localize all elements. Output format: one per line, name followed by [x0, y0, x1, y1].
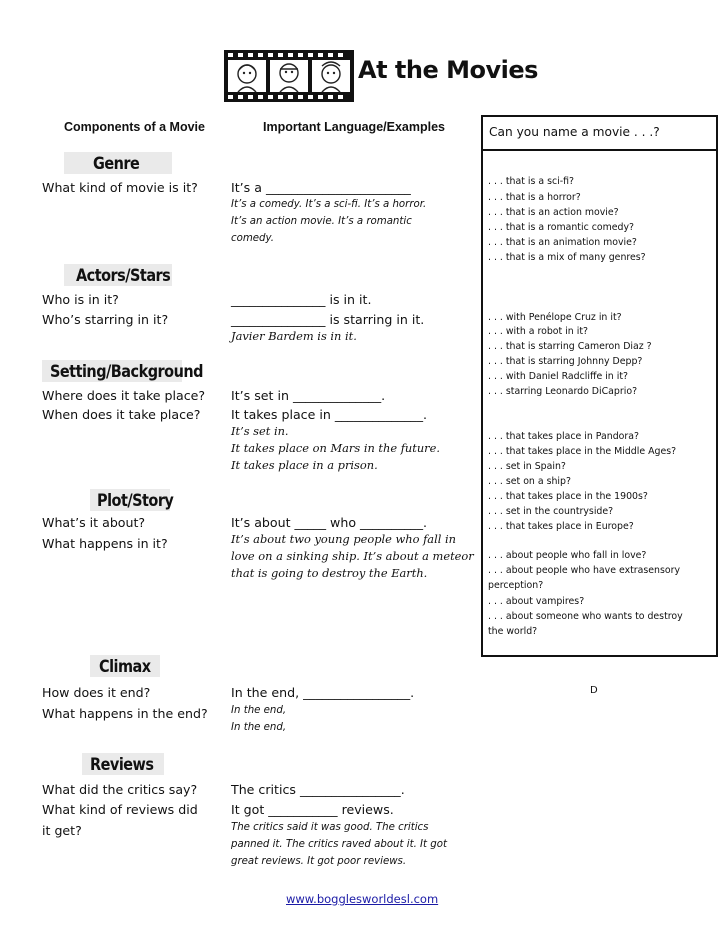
example-text: It’s set in.: [231, 424, 289, 438]
column-heading-components: Components of a Movie: [64, 120, 205, 134]
example-text: The critics said it was good. The critics: [231, 822, 429, 833]
language-line: _______________ is in it.: [231, 292, 372, 307]
question: What kind of movie is it?: [42, 180, 198, 195]
stray-letter: D: [590, 685, 598, 696]
section-heading-plot: Plot/Story: [97, 491, 174, 511]
box-header-text: Can you name a movie . . .?: [489, 125, 660, 139]
box-line: . . . that is an action movie?: [488, 207, 619, 218]
box-line: . . . about people who have extrasensory: [488, 565, 681, 576]
question: What happens in it?: [42, 536, 168, 551]
box-line: . . . set on a ship?: [488, 476, 571, 487]
box-line: . . . that is starring Johnny Depp?: [488, 356, 643, 367]
section-heading-genre: Genre: [93, 154, 140, 174]
question: it get?: [42, 823, 82, 838]
example-text: that is going to destroy the Earth.: [231, 566, 428, 580]
question: What happens in the end?: [42, 706, 208, 721]
box-line: . . . set in the countryside?: [488, 506, 614, 517]
box-line: . . . that takes place in Pandora?: [488, 431, 639, 442]
section-heading-actors: Actors/Stars: [76, 266, 171, 286]
box-line: perception?: [488, 580, 544, 591]
box-line: . . . starring Leonardo DiCaprio?: [488, 386, 638, 397]
page-title: At the Movies: [358, 56, 538, 84]
box-line: . . . that is an animation movie?: [488, 237, 637, 248]
box-line: . . . that is a horror?: [488, 192, 581, 203]
language-line: It takes place in ______________.: [231, 407, 427, 422]
section-heading-climax: Climax: [99, 657, 151, 677]
box-line: . . . about people who fall in love?: [488, 550, 647, 561]
example-text: It takes place on Mars in the future.: [231, 441, 440, 455]
box-line: . . . that takes place in the Middle Ages?: [488, 446, 677, 457]
box-line: . . . that takes place in the 1900s?: [488, 491, 648, 502]
box-line: . . . with Daniel Radcliffe in it?: [488, 371, 628, 382]
language-line: It’s about _____ who __________.: [231, 515, 428, 530]
example-text: panned it. The critics raved about it. It got: [231, 839, 447, 850]
film-strip-illustration: [222, 44, 356, 108]
question: Who’s starring in it?: [42, 312, 169, 327]
footer-link[interactable]: www.bogglesworldesl.com: [286, 892, 439, 906]
box-line: . . . about vampires?: [488, 596, 585, 607]
section-heading-reviews: Reviews: [90, 755, 154, 775]
box-line: . . . with Penélope Cruz in it?: [488, 312, 622, 323]
question: What did the critics say?: [42, 782, 198, 797]
example-text: It’s about two young people who fall in: [231, 532, 456, 546]
language-line: _______________ is starring in it.: [231, 312, 425, 327]
language-line: The critics ________________.: [231, 782, 405, 797]
box-line: . . . with a robot in it?: [488, 326, 588, 337]
example-text: In the end,: [231, 722, 287, 733]
language-line: It’s a _______________________: [231, 180, 411, 195]
box-line: . . . about someone who wants to destroy: [488, 611, 683, 622]
example-text: comedy.: [231, 233, 274, 244]
language-line: In the end, _________________.: [231, 685, 415, 700]
box-line: . . . that is a sci-fi?: [488, 176, 575, 187]
question: When does it take place?: [42, 407, 201, 422]
example-text: It’s an action movie. It’s a romantic: [231, 216, 412, 227]
language-line: It got ___________ reviews.: [231, 802, 394, 817]
box-line: . . . that is starring Cameron Diaz ?: [488, 341, 652, 352]
example-text: Javier Bardem is in it.: [231, 329, 357, 343]
question: How does it end?: [42, 685, 151, 700]
question: What kind of reviews did: [42, 802, 198, 817]
question: Where does it take place?: [42, 388, 206, 403]
example-text: It’s a comedy. It’s a sci-fi. It’s a horror.: [231, 199, 427, 210]
question: What’s it about?: [42, 515, 146, 530]
box-line: . . . that is a romantic comedy?: [488, 222, 634, 233]
question: Who is in it?: [42, 292, 119, 307]
example-text: love on a sinking ship. It’s about a meteor: [231, 549, 474, 563]
example-text: In the end,: [231, 705, 287, 716]
example-text: great reviews. It got poor reviews.: [231, 856, 407, 867]
language-line: It’s set in ______________.: [231, 388, 386, 403]
box-line: . . . that is a mix of many genres?: [488, 252, 646, 263]
movie-examples-box-header: [481, 115, 718, 151]
section-heading-setting: Setting/Background: [50, 362, 203, 382]
box-line: . . . set in Spain?: [488, 461, 566, 472]
column-heading-language: Important Language/Examples: [263, 120, 445, 134]
example-text: It takes place in a prison.: [231, 458, 378, 472]
box-line: . . . that takes place in Europe?: [488, 521, 634, 532]
box-line: the world?: [488, 626, 538, 637]
